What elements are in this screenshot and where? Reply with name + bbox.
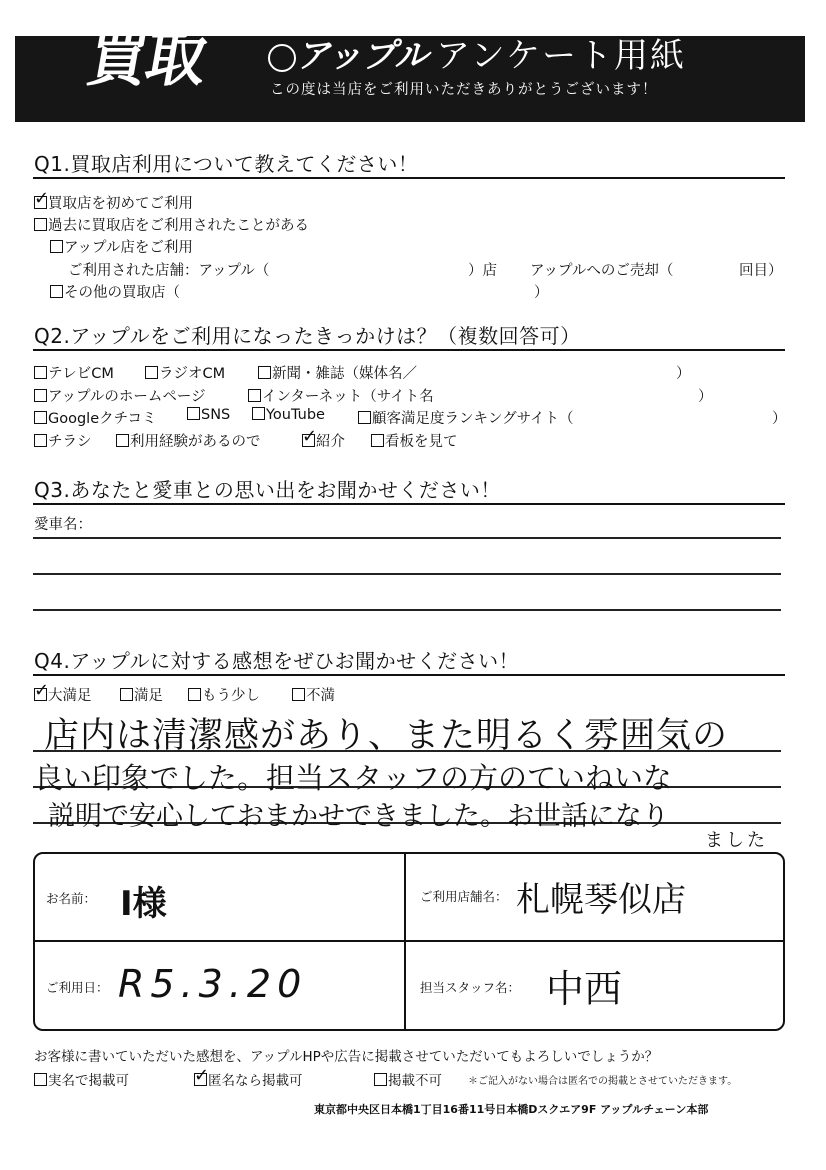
q2-option-sns[interactable]: SNS bbox=[187, 407, 230, 423]
q1-option-past-use[interactable]: 過去に買取店をご利用されたことがある bbox=[34, 214, 309, 235]
card-divider-vertical bbox=[404, 852, 406, 1029]
staff-label: 担当スタッフ名： bbox=[420, 980, 521, 995]
checkbox-icon[interactable] bbox=[50, 285, 63, 298]
q2-option-tv[interactable]: テレビCM bbox=[34, 362, 114, 383]
q2-title: Q2.アップルをご利用になったきっかけは？（複数回答可） bbox=[34, 324, 581, 348]
checkbox-icon[interactable] bbox=[252, 407, 265, 420]
q3-line-1 bbox=[33, 537, 781, 539]
name-label: お名前： bbox=[46, 891, 97, 906]
q1-store-prefix: ご利用された店舗：アップル（ bbox=[68, 263, 270, 279]
q4-option-dissatisfied[interactable]: 不満 bbox=[292, 684, 335, 705]
q1-option-apple-store[interactable]: アップル店をご利用 bbox=[50, 236, 193, 257]
checkbox-icon[interactable] bbox=[34, 366, 47, 379]
checkbox-icon[interactable] bbox=[258, 366, 271, 379]
publish-option-no[interactable]: 掲載不可 bbox=[374, 1069, 442, 1089]
header-brand-logo: アップル bbox=[296, 36, 429, 76]
checkbox-checked-icon[interactable] bbox=[194, 1073, 207, 1086]
checkbox-icon[interactable] bbox=[34, 218, 47, 231]
q2-option-newspaper[interactable]: 新聞・雑誌（媒体名／ bbox=[258, 362, 417, 383]
q3-title: Q3.あなたと愛車との思い出をお聞かせください！ bbox=[34, 478, 501, 502]
date-label: ご利用日： bbox=[46, 980, 109, 995]
q2-option-radio[interactable]: ラジオCM bbox=[145, 362, 225, 383]
q2-option-internet[interactable]: インターネット（サイト名 bbox=[248, 385, 434, 406]
q2-option-google[interactable]: Googleクチコミ bbox=[34, 407, 157, 428]
q1-divider bbox=[33, 177, 785, 179]
checkbox-icon[interactable] bbox=[145, 366, 158, 379]
company-address: 東京都中央区日本橋1丁目16番11号日本橋Dスクエア9F アップルチェーン本部 bbox=[314, 1103, 709, 1116]
header-kaitori-logo: 買取 bbox=[81, 25, 211, 95]
q2-option-homepage[interactable]: アップルのホームページ bbox=[34, 385, 206, 406]
q3-car-label: 愛車名： bbox=[34, 517, 92, 533]
checkbox-icon[interactable] bbox=[188, 688, 201, 701]
staff-value: 中西 bbox=[546, 967, 623, 1011]
page-title: アンケート用紙 bbox=[436, 36, 686, 76]
checkbox-checked-icon[interactable] bbox=[302, 434, 315, 447]
q1-option-first-time[interactable]: ✓買取店を初めてご利用 bbox=[34, 192, 193, 213]
q1-count-suffix: 回目） bbox=[739, 263, 783, 279]
checkbox-icon[interactable] bbox=[358, 411, 371, 424]
store-label: ご利用店舗名： bbox=[420, 889, 508, 904]
q4-comment-line-3: 説明で安心しておまかせできました。お世話になり bbox=[48, 801, 669, 832]
apple-logo-icon bbox=[268, 44, 296, 72]
q2-option-youtube[interactable]: YouTube bbox=[252, 407, 325, 423]
q4-comment-line-1: 店内は清潔感があり、また明るく雰囲気の bbox=[44, 716, 729, 756]
q2-option-referral[interactable]: ✓ 紹介 bbox=[302, 430, 345, 451]
header-subtitle: この度は当店をご利用いただきありがとうございます！ bbox=[270, 82, 658, 98]
checkbox-icon[interactable] bbox=[187, 407, 200, 420]
checkbox-icon[interactable] bbox=[34, 434, 47, 447]
q4-divider bbox=[33, 674, 785, 676]
q4-option-satisfied[interactable]: 満足 bbox=[120, 684, 163, 705]
card-divider-horizontal bbox=[33, 940, 785, 942]
q4-comment-line-2: 良い印象でした。担当スタッフの方のていねいな bbox=[34, 761, 673, 795]
q1-count-prefix: アップルへのご売却（ bbox=[530, 263, 674, 279]
checkbox-icon[interactable] bbox=[34, 389, 47, 402]
q3-line-2 bbox=[33, 573, 781, 575]
q2-divider bbox=[33, 349, 785, 351]
q2-news-close: ） bbox=[676, 366, 691, 382]
q1-option-other[interactable]: その他の買取店（ bbox=[50, 281, 180, 302]
publish-note: ＊ご記入がない場合は匿名での掲載とさせていただきます。 bbox=[468, 1076, 738, 1087]
date-value: R5.3.20 bbox=[118, 962, 308, 1006]
checkbox-icon[interactable] bbox=[371, 434, 384, 447]
q3-divider bbox=[33, 503, 785, 505]
q1-store-suffix: ）店 bbox=[468, 263, 497, 279]
q2-ranking-close: ） bbox=[772, 411, 787, 427]
q2-option-signboard[interactable]: 看板を見て bbox=[371, 430, 458, 451]
checkbox-checked-icon[interactable] bbox=[34, 688, 47, 701]
q4-option-very-satisfied[interactable]: ✓大満足 bbox=[34, 684, 92, 705]
checkbox-icon[interactable] bbox=[116, 434, 129, 447]
q1-title: Q1.買取店利用について教えてください！ bbox=[34, 152, 419, 176]
checkbox-icon[interactable] bbox=[248, 389, 261, 402]
checkbox-icon[interactable] bbox=[50, 240, 63, 253]
checkbox-icon[interactable] bbox=[292, 688, 305, 701]
q2-option-experience[interactable]: 利用経験があるので bbox=[116, 430, 261, 451]
checkbox-icon[interactable] bbox=[34, 1073, 47, 1086]
q2-option-ranking[interactable]: 顧客満足度ランキングサイト（ bbox=[358, 407, 574, 428]
publish-option-real-name[interactable]: 実名で掲載可 bbox=[34, 1069, 129, 1089]
checkbox-icon[interactable] bbox=[34, 411, 47, 424]
store-value: 札幌琴似店 bbox=[516, 880, 686, 920]
q2-option-flyer[interactable]: チラシ bbox=[34, 430, 92, 451]
q1-other-close: ） bbox=[534, 285, 549, 301]
publish-question: お客様に書いていただいた感想を、アップルHPや広告に掲載させていただいてもよろしいでしょうか？ bbox=[34, 1049, 659, 1065]
q2-internet-close: ） bbox=[698, 389, 713, 405]
publish-option-anonymous[interactable]: ✓ 匿名なら掲載可 bbox=[194, 1069, 303, 1089]
name-value: I様 bbox=[120, 884, 167, 924]
q3-line-3 bbox=[33, 609, 781, 611]
checkbox-checked-icon[interactable] bbox=[34, 196, 47, 209]
checkbox-icon[interactable] bbox=[120, 688, 133, 701]
q4-comment-line-4: ました bbox=[705, 830, 768, 851]
q4-title: Q4.アップルに対する感想をぜひお聞かせください！ bbox=[34, 649, 520, 673]
q4-option-more[interactable]: もう少し bbox=[188, 684, 260, 705]
checkbox-icon[interactable] bbox=[374, 1073, 387, 1086]
